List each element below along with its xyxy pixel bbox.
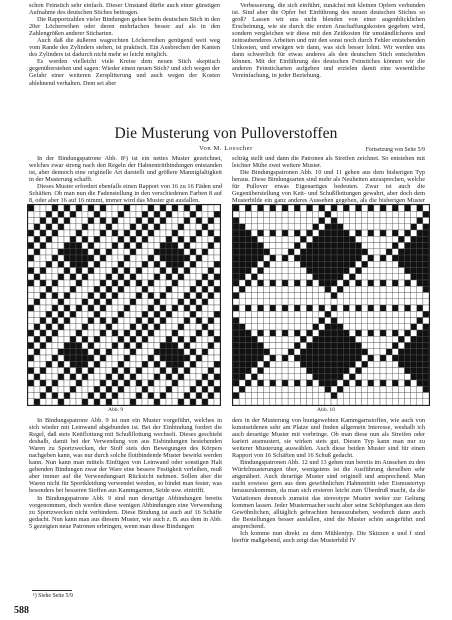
body-left-column — [29, 417, 222, 530]
footnote-rule — [32, 590, 72, 591]
paragraph: Die Bindungspatronen Abb. 10 und 11 gehen aus dem bisherigen Typ heraus. Diese Bindungsarten sind mehr als Neuheiten anzusprechen, welche für Pullover etwas Eigenartiges bedeuten. Zwar ist auch die Gegenüberstellung von Kett- und Schußflottungen gewahrt, aber doch dem Musterbilde ein ganz anderes Aussehen gegeben, als die bisherigen Muster — [232, 169, 425, 205]
paragraph: schon Feinstich sehr einfach. Dieser Umstand dürfte auch einer günstigen Aufnahme des deutschen Stiches beitragen. — [29, 2, 220, 17]
weave-pattern-figure-9 — [27, 204, 221, 406]
paragraph: Verbesserung, die sich einführt, zunächst mit kleinen Opfern verbunden ist. Sind aber die Opfer bei Einführung des neuen deutschen Stiches so groß? Lassen wir uns nicht blenden von einer augenblicklichen Erscheinung, wie sie durch die ersten Anschaffungskosten gegeben wird, sondern vergleichen wir diese mit den Zeitkosten für umständlicheres und zeitraubenderes Arbeiten und mit den sonst noch durch Fehler entstehenden Unkosten, und erwägen wir dann, was sich besser lohnt. Wir werden uns dann schwerlich für etwas anderes als den deutschen Stich entscheiden können. Mit der Einführung des deutschen Feinstiches können wir die anderen Feinsticharten aufgeben und erzielen damit eine wesentliche Vereinfachung, in jeder Beziehung. — [232, 2, 425, 80]
paragraph: schräg stellt und dann die Patronen als Streifen zeichnet. So entstehen mit leichter Mühe zwei weitere Muster. — [232, 155, 425, 170]
paragraph: ders in der Musterung von buntgewebten Kammgarnstoffen, wie auch von kunstseidenen sehr am Platze und finden allgemein Interesse, weshalb ich auch derartige Muster mit vorbringe. Ob man diese nun als Streifen oder kariert ausmustert, sie wirken stets gut. Diesen Typ kann man nur zu weiterer Musterung auswählen. Auch diese beiden Muster sind für einen Rapport von 16 Schäften und 16 Schuß gedacht. — [232, 417, 425, 460]
paragraph: Die Rapportzahlen vieler Bindungen gehen beim deutschen Stich in den 20er Löcherreihen oder deren mehrfachen besser auf als in den Zahlengrößen anderer Sticharten. — [29, 16, 220, 38]
body-right-column — [232, 417, 425, 544]
paragraph: Es werden vielleicht viele Kreise dem neuen Stich skeptisch gegenüberstehen und sagen: Wieder einen neuen Stich? und sich wegen der Gefahr einer weiteren Zersplitterung und auch wegen der Kosten ablehnend verhalten. Dem sei aber — [29, 58, 220, 87]
weave-grid-9 — [28, 205, 220, 405]
paragraph: In Bindungspatrone Abb. 9 sind nun derartige Abbindungen bereits vorgenommen, doch werden diese wenigen Abbindungen eine Verwendung zu Sportzwecken nicht verhindern. Diese Bindung ist auch auf 16 Schäfte gedacht. Nun kann man aus diesem Muster, wie auch z. B. aus dem in Abb. 5 gezeigten neue Patronen erbringen, wenn man diese Bindungen — [29, 494, 222, 530]
intro-left-column — [29, 155, 222, 204]
article-author: Von M. Loescher — [199, 145, 253, 152]
paragraph: Auch daß die äußeren wagrechten Löcherreihen genügend weit weg vom Rande des Zylinders stehen, ist praktisch. Ein Ausbrechen der Kanten des Zylinders ist dadurch nicht mehr so leicht möglich. — [29, 37, 220, 59]
paragraph: Bindungspatronen Abb. 12 und 13 gehen nun bereits im Aussehen zu den Würfelmusterungen über, wenigstens ist die Ausführung derselben sehr angenähert. Auch derartige Muster sind originell und ansprechend. Man sucht sowieso gern aus dem gewöhnlichen Hahnentritt oder Eismustertyp herauszukommen, da man sich ersteren leicht zum Überdruß macht, da die Variationen dennoch zumeist das stereotype Muster weiter zur Geltung kommen lassen. Jeder Mustermacher sucht aber seine Schöpfungen aus dem Gewöhnlichen, alltäglich gebrachten herauszuheben, wodurch dann auch die Bestellungen besser ausfallen, sind die Muster schön ausgeführt und ansprechend. — [232, 459, 425, 530]
intro-right-column — [232, 155, 425, 211]
paragraph: Dieses Muster erfordert ebenfalls einen Rapport von 16 zu 16 Fäden und Schäften. Ob man nun die Fadenstellung in den verschiedenen Farben 8 auf 8, oder aber 16 auf 16 nimmt, immer wird das Muster gut ausfallen. — [29, 183, 222, 205]
figure-9-caption: Abb. 9 — [108, 407, 124, 413]
paragraph: In der Bindungspatrone Abb. 8¹) ist ein nettes Muster gezeichnet, welches zwar streng nach den Regeln der Habnentrittbindungen entstanden ist, aber dennoch eine originelle Art darstellt und größere Mannigfaltigkeit in der Musterung schafft. — [29, 155, 222, 184]
footnote: ¹) Siehe Seite 5/9 — [33, 593, 73, 599]
top-left-column — [29, 2, 220, 87]
continuation-note: Fortsetzung von Seite 5/9 — [365, 147, 425, 153]
figure-10-caption: Abb. 10 — [317, 407, 336, 413]
paragraph: Ich komme nun direkt zu dem Mühlentyp. Die Skizzen e und f sind hierfür maßgebend, auch zeigt das Musterbild IV — [232, 529, 425, 544]
weave-pattern-figure-10 — [232, 204, 430, 406]
top-right-column — [232, 2, 425, 80]
weave-grid-10 — [233, 205, 429, 405]
article-title: Die Musterung von Pulloverstoffen — [114, 125, 338, 142]
paragraph: In Bindungspatrone Abb. 9 ist nun ein Muster vorgeführt, welches in sich wieder mit Leinwand abgebunden ist. Bei der Einbindung fordert die Regel, daß stets Kettflottung mit Schußflottung wechselt. Dieses geschieht deshalb, damit bei der Verwendung von aus Eisbindungen bestehenden Waren zu Sportzwecken, der Stoff stets den Bewegungen des Körpers nachgeben kann, was nur durch solche flottbindende Muster bewirkt werden kann. Nun kann man mittels Einfügen von Leinwand oder sonstigen Halt gebenden Bindungen zwar der Ware eine bessere Festigkeit verleihen, muß aber immer auf die Verwendungsart Rücksicht nehmen. Sollen aber die Waren nicht für Sportkleidung verwendet werden, so bindet man fester, was besonders bei besseren Stoffen aus Kammgarnen, Seide usw. eintrifft. — [29, 417, 222, 495]
page-number: 588 — [14, 605, 29, 616]
